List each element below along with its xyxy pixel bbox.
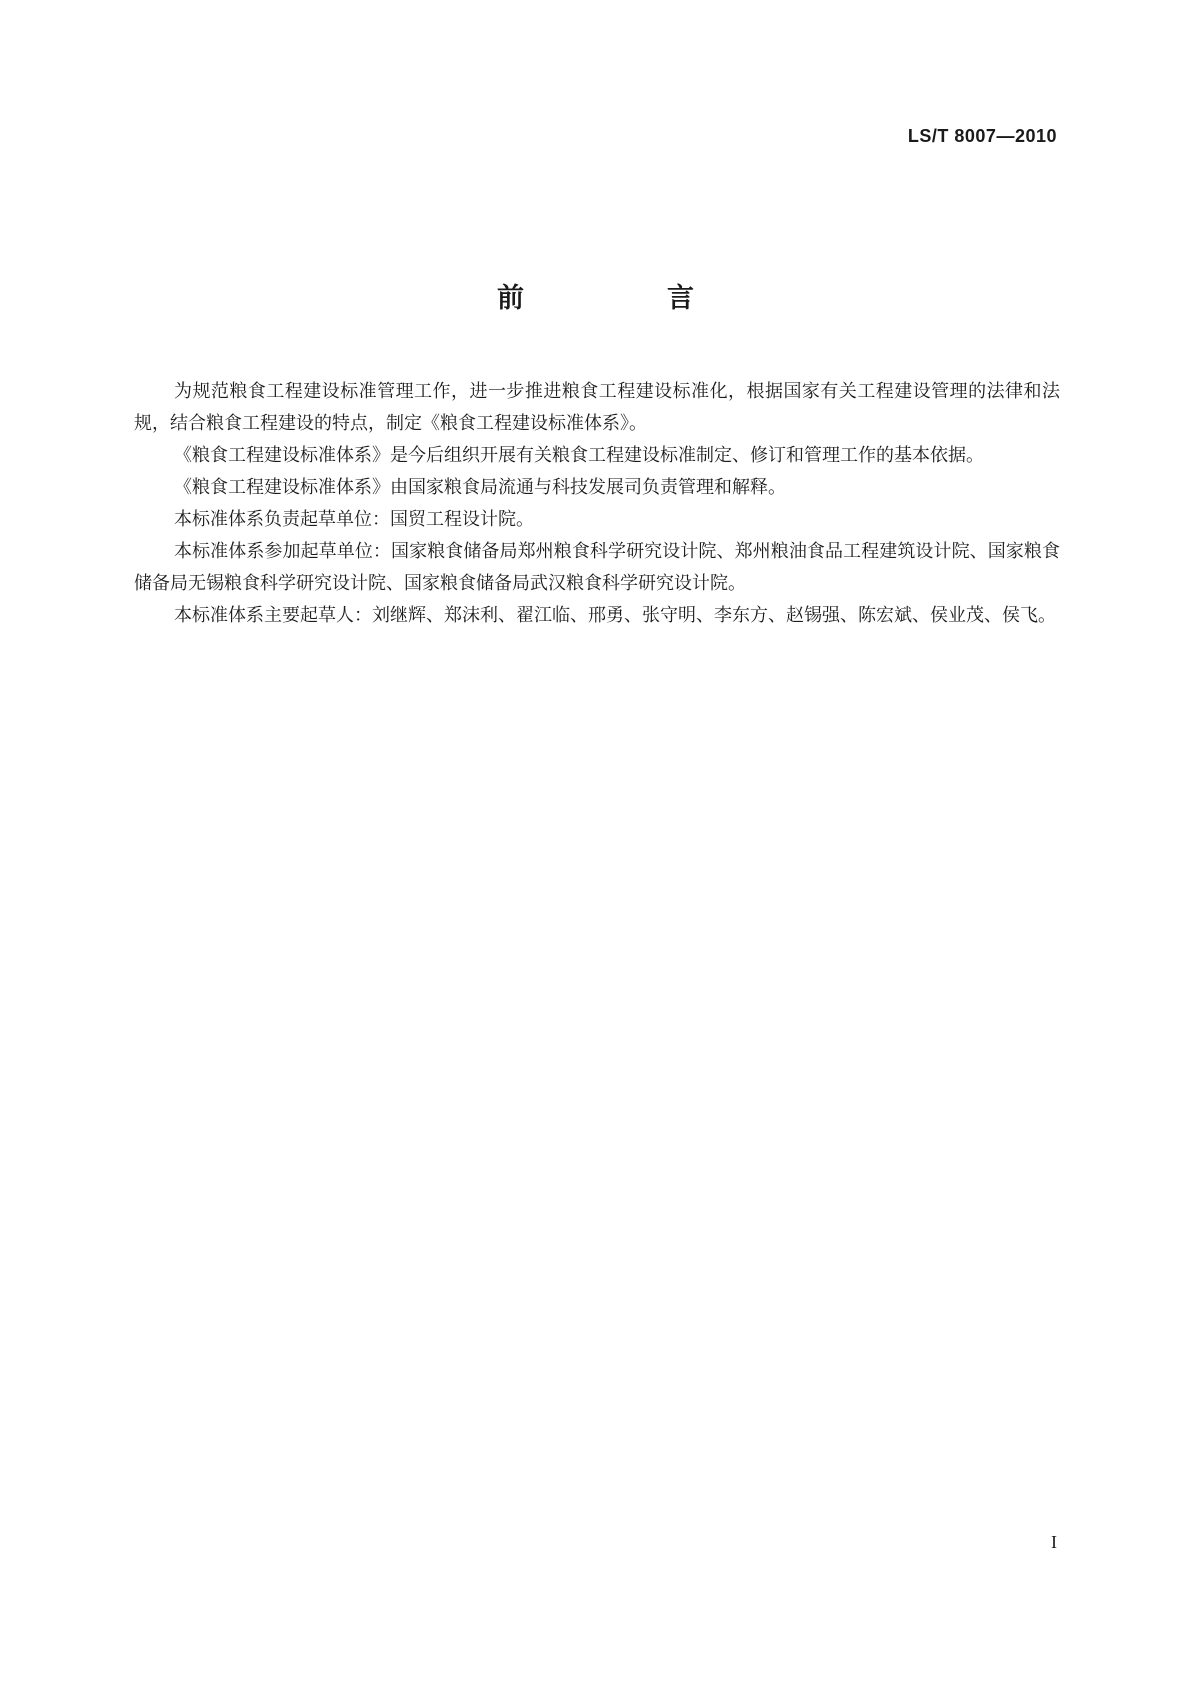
paragraph: 本标准体系负责起草单位：国贸工程设计院。 xyxy=(174,509,534,530)
page-title: 前 言 xyxy=(497,283,752,314)
paragraph: 《粮食工程建设标准体系》由国家粮食局流通与科技发展司负责管理和解释。 xyxy=(174,477,786,498)
standard-code: LS/T 8007—2010 xyxy=(907,126,1057,146)
preface-body xyxy=(134,376,1060,632)
paragraph: 本标准体系主要起草人：刘继辉、郑沫利、翟江临、邢勇、张守明、李东方、赵锡强、陈宏斌、侯业茂、侯飞。 xyxy=(174,605,1056,626)
paragraph: 为规范粮食工程建设标准管理工作，进一步推进粮食工程建设标准化，根据国家有关工程建设管理的法律和法规，结合粮食工程建设的特点，制定《粮食工程建设标准体系》。 xyxy=(134,381,1060,434)
paragraph: 本标准体系参加起草单位：国家粮食储备局郑州粮食科学研究设计院、郑州粮油食品工程建筑设计院、国家粮食储备局无锡粮食科学研究设计院、国家粮食储备局武汉粮食科学研究设计院。 xyxy=(134,541,1060,594)
paragraph: 《粮食工程建设标准体系》是今后组织开展有关粮食工程建设标准制定、修订和管理工作的基本依据。 xyxy=(174,445,984,466)
page-number: I xyxy=(1051,1532,1057,1552)
